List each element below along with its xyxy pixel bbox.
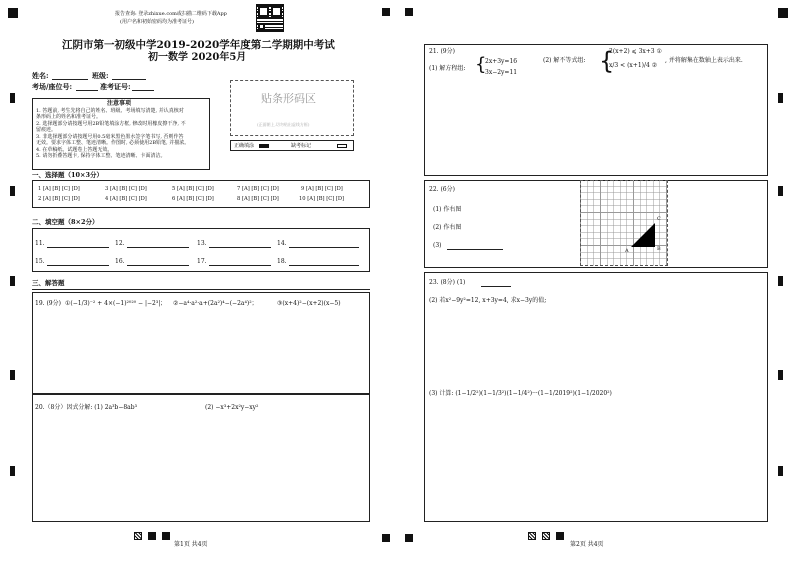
timing-mark (778, 276, 783, 286)
timing-mark (778, 93, 783, 103)
notes-box (32, 98, 210, 170)
brace-icon: { (475, 54, 487, 75)
timing-mark (778, 370, 783, 380)
section2-title: 二、填空题（8×2分） (32, 218, 99, 226)
q21-system2-ineq2: x/3 < (x+1)/4 ② (609, 62, 658, 69)
notes-line: 留痕迹。 (36, 127, 57, 133)
correct-fill-label: 正确填涂 (234, 142, 255, 149)
point-a-label: A (625, 248, 629, 254)
fill-blank-area (32, 228, 370, 272)
missing-mark-checkbox[interactable] (337, 144, 347, 148)
q21-system1-eq2: 3x−2y=11 (485, 69, 518, 76)
choice-q6[interactable]: 6 [A] [B] [C] [D] (172, 196, 214, 202)
blank-12-input[interactable] (127, 247, 189, 248)
class-label: 班级: (92, 71, 109, 80)
q23-part2: (2) 若x²−9y²=12, x+3y=4, 求x−3y的值; (429, 297, 547, 304)
page-mark-hatched (542, 532, 550, 540)
choice-q2[interactable]: 2 [A] [B] [C] [D] (38, 196, 80, 202)
timing-mark (10, 276, 15, 286)
name-input[interactable] (52, 79, 88, 80)
q23-part1-label: 23. (8分) (1) (429, 279, 466, 286)
q19-part3: ③(x+4)²−(x+2)(x−5) (277, 300, 341, 307)
timing-mark (778, 186, 783, 196)
blank-15-label: 15. (35, 258, 45, 265)
q19-label: 19. (9分) (35, 300, 61, 307)
choice-q7[interactable]: 7 [A] [B] [C] [D] (237, 186, 279, 192)
room-seat-label: 考场/座位号: (32, 82, 73, 91)
missing-mark-label: 缺考标记 (291, 142, 312, 149)
blank-11-input[interactable] (47, 247, 109, 248)
timing-mark (10, 93, 15, 103)
q21-part1-label: (1) 解方程组: (429, 65, 466, 72)
blank-15-input[interactable] (47, 265, 109, 266)
point-b-label: B (657, 246, 661, 252)
q21-label: 21. (9分) (429, 48, 455, 55)
q23-answer-box[interactable] (424, 272, 768, 522)
barcode-area (230, 80, 354, 136)
report-notice-sub: (用户名和初始密码均为准考证号) (120, 19, 194, 25)
choice-q9[interactable]: 9 [A] [B] [C] [D] (301, 186, 343, 192)
choice-q1[interactable]: 1 [A] [B] [C] [D] (38, 186, 80, 192)
q22-item3-input[interactable] (447, 249, 503, 250)
blank-11-label: 11. (35, 240, 45, 247)
q22-label: 22. (6分) (429, 186, 455, 193)
notes-line: 3. 非选择题部分请按题号用0.5毫米黑色墨水签字笔书写, 否则作答 (36, 134, 184, 140)
q22-item1: (1) 作右图 (433, 206, 462, 213)
page-number-left: 第1页 共4页 (174, 541, 208, 548)
page-number-right: 第2页 共4页 (570, 541, 604, 548)
corner-mark-tl (8, 8, 18, 18)
blank-12-label: 12. (115, 240, 125, 247)
notes-title: 注意事项 (107, 100, 132, 107)
choice-q8[interactable]: 8 [A] [B] [C] [D] (237, 196, 279, 202)
notes-line: 条形码上的姓名和准考证号。 (36, 114, 102, 120)
q21-system2-ineq1: 2(x+2) ⩽ 3x+3 ① (609, 48, 662, 55)
timing-mark (10, 186, 15, 196)
notes-line: 4. 在草稿纸、试题卷上答题无效。 (36, 147, 113, 153)
blank-18-input[interactable] (289, 265, 359, 266)
corner-mark-tr (778, 8, 788, 18)
page-mark (556, 532, 564, 540)
exam-id-input[interactable] (132, 90, 154, 91)
q21-system1-eq1: 2x+3y=16 (485, 58, 518, 65)
choice-q10[interactable]: 10 [A] [B] [C] [D] (299, 196, 345, 202)
page-mark-hatched (134, 532, 142, 540)
center-mark (405, 8, 413, 16)
notes-line: 无效。要求字体工整、笔迹清晰。作图时, 必须使用2B铅笔, 并描浓。 (36, 140, 190, 146)
notes-line: 5. 请勿折叠答题卡, 保持字体工整、笔迹清晰、卡面清洁。 (36, 153, 166, 159)
brace-icon: { (599, 47, 615, 75)
section1-title: 一、选择题（10×3分） (32, 171, 104, 179)
section3-title: 三、解答题 (32, 279, 65, 287)
blank-16-label: 16. (115, 258, 125, 265)
q21-tail: , 并将解集在数轴上表示出来. (665, 57, 743, 64)
point-c-label: C (657, 216, 661, 222)
report-notice: 报告查询: 登录zhixue.com或扫描二维码下载App (115, 11, 227, 17)
timing-mark (778, 466, 783, 476)
choice-q3[interactable]: 3 [A] [B] [C] [D] (105, 186, 147, 192)
blank-14-input[interactable] (289, 247, 359, 248)
room-seat-input[interactable] (76, 90, 98, 91)
q23-part3: (3) 计算: (1−1/2²)(1−1/3²)(1−1/4²)···(1−1/2019²)(1−1/2020²) (429, 390, 612, 397)
drawing-grid[interactable] (580, 180, 668, 266)
q21-part2-label: (2) 解不等式组: (543, 57, 586, 64)
q20-part1: 20.（8分）因式分解: (1) 2a³b−8ab³ (35, 404, 138, 411)
blank-17-label: 17. (197, 258, 207, 265)
triangle-figure (581, 181, 669, 267)
name-label: 姓名: (32, 71, 49, 80)
correct-fill-sample (259, 144, 269, 148)
divider (32, 289, 370, 290)
page-mark (148, 532, 156, 540)
blank-14-label: 14. (277, 240, 287, 247)
barcode-label: 贴条形码区 (261, 92, 316, 105)
q19-part2: ②−a⁴·a²·a+(2a²)⁴−(−2a⁴)²； (173, 300, 258, 307)
q19-answer-box[interactable] (32, 292, 370, 394)
exam-id-label: 准考证号: (100, 82, 131, 91)
notes-line: 2. 选择题部分请按题号用2B铅笔填涂方框, 修改时用橡皮擦干净, 不 (36, 121, 186, 127)
barcode-hint: (正面朝上,切勿贴出虚线方框) (257, 122, 310, 127)
blank-13-input[interactable] (209, 247, 271, 248)
q19-part1: ①(−1/3)⁻² + 4×(−1)²⁰²⁰ − |−2³|； (65, 300, 167, 307)
center-mark (382, 8, 390, 16)
choice-q4[interactable]: 4 [A] [B] [C] [D] (105, 196, 147, 202)
choice-answer-grid (32, 180, 370, 208)
center-mark (405, 534, 413, 542)
q20-part2: (2) −x³+2x²y−xy² (205, 404, 259, 411)
blank-16-input[interactable] (127, 265, 189, 266)
choice-q5[interactable]: 5 [A] [B] [C] [D] (172, 186, 214, 192)
page-mark (162, 532, 170, 540)
q23-part1-input[interactable] (481, 286, 511, 287)
school-title: 江阴市第一初级中学2019-2020学年度第二学期期中考试 (62, 39, 335, 51)
blank-18-label: 18. (277, 258, 287, 265)
class-input[interactable] (112, 79, 146, 80)
subject-title: 初一数学 2020年5月 (148, 52, 247, 63)
qr-code-image (256, 4, 284, 32)
q22-item2: (2) 作右图 (433, 224, 462, 231)
page-mark-hatched (528, 532, 536, 540)
blank-13-label: 13. (197, 240, 207, 247)
timing-mark (10, 466, 15, 476)
q20-answer-box[interactable] (32, 394, 370, 522)
notes-line: 1. 答题前, 考生先将自己的姓名、班级、考场填写清楚, 并认真核对 (36, 108, 184, 114)
q22-item3: (3) (433, 242, 442, 249)
blank-17-input[interactable] (209, 265, 271, 266)
q21-answer-box[interactable] (424, 44, 768, 176)
center-mark (382, 534, 390, 542)
timing-mark (10, 370, 15, 380)
fill-mark-legend (230, 140, 354, 151)
